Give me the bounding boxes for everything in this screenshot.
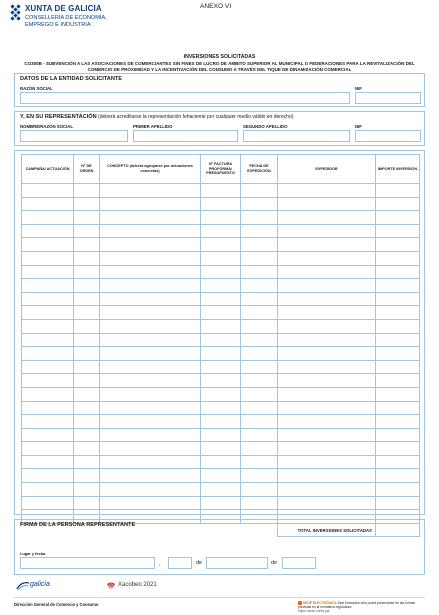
- col-numero-orden-cell[interactable]: [74, 469, 100, 483]
- signature-section: [14, 519, 425, 575]
- footer-divider: [14, 597, 425, 598]
- xacobeo-logo: [106, 580, 186, 592]
- col-importe-cell[interactable]: [376, 496, 420, 510]
- col-numero-orden-cell[interactable]: [74, 319, 100, 333]
- col-expedidor-cell[interactable]: [278, 347, 376, 361]
- place-field[interactable]: [20, 557, 155, 569]
- col-importe-cell[interactable]: [376, 442, 420, 456]
- col-numero-orden-cell[interactable]: [74, 442, 100, 456]
- col-fecha-cell[interactable]: [241, 442, 278, 456]
- col-concepto-cell[interactable]: [100, 238, 201, 252]
- footer-organization: Dirección General de Comercio y Consumo: [14, 602, 99, 607]
- col-numero-orden-cell[interactable]: [74, 211, 100, 225]
- col-fecha-cell[interactable]: [241, 224, 278, 238]
- col-expedidor-cell[interactable]: [278, 265, 376, 279]
- col-factura-cell[interactable]: [201, 333, 241, 347]
- col-concepto-cell[interactable]: [100, 496, 201, 510]
- table-row: [22, 319, 420, 333]
- col-campana-cell[interactable]: [22, 455, 74, 469]
- table-row: [22, 415, 420, 429]
- col-expedidor-cell[interactable]: [278, 279, 376, 293]
- col-numero-orden-cell[interactable]: [74, 238, 100, 252]
- col-expedidor-cell[interactable]: [278, 442, 376, 456]
- sede-url[interactable]: https://sede.xunta.gal: [298, 609, 330, 614]
- nombre-field[interactable]: [20, 130, 128, 142]
- table-row: [22, 251, 420, 265]
- col-factura-header: Nº FACTURA PROFORMA/ PRESUPUESTO: [201, 155, 241, 184]
- table-row: [22, 184, 420, 198]
- day-field[interactable]: [168, 557, 192, 569]
- col-factura-cell[interactable]: [201, 415, 241, 429]
- sede-label: SEDE ELECTRÓNICA: [302, 601, 337, 605]
- table-row: [22, 265, 420, 279]
- col-expedidor-cell[interactable]: [278, 455, 376, 469]
- col-expedidor-cell[interactable]: [278, 415, 376, 429]
- table-row: [22, 442, 420, 456]
- col-fecha-cell[interactable]: [241, 319, 278, 333]
- col-numero-orden-cell[interactable]: [74, 292, 100, 306]
- col-expedidor-cell[interactable]: [278, 292, 376, 306]
- col-fecha-cell[interactable]: [241, 306, 278, 320]
- col-importe-cell[interactable]: [376, 279, 420, 293]
- col-expedidor-cell[interactable]: [278, 360, 376, 374]
- col-factura-cell[interactable]: [201, 496, 241, 510]
- logo-title: XUNTA DE GALICIA: [25, 4, 102, 13]
- representative-section: [14, 111, 425, 146]
- col-concepto-cell[interactable]: [100, 224, 201, 238]
- xacobeo-wordmark: Xacobeo 2021: [118, 582, 157, 588]
- table-row: [22, 469, 420, 483]
- col-factura-cell[interactable]: [201, 374, 241, 388]
- col-campana-cell[interactable]: [22, 347, 74, 361]
- footer-sede: [298, 601, 428, 613]
- col-factura-cell[interactable]: [201, 428, 241, 442]
- comma-text: ,: [159, 561, 161, 567]
- col-fecha-cell[interactable]: [241, 428, 278, 442]
- col-campana-cell[interactable]: [22, 319, 74, 333]
- col-importe-cell[interactable]: [376, 455, 420, 469]
- razon-social-field[interactable]: [20, 92, 350, 104]
- col-fecha-cell[interactable]: [241, 483, 278, 497]
- col-importe-cell[interactable]: [376, 469, 420, 483]
- col-concepto-cell[interactable]: [100, 211, 201, 225]
- representative-section-heading: [20, 114, 293, 120]
- col-importe-cell[interactable]: [376, 360, 420, 374]
- col-fecha-cell[interactable]: [241, 238, 278, 252]
- col-numero-orden-cell[interactable]: [74, 184, 100, 198]
- col-importe-cell[interactable]: [376, 387, 420, 401]
- signature-section-title: FIRMA DE LA PERSONA REPRESENTANTE: [20, 522, 136, 528]
- col-factura-cell[interactable]: [201, 387, 241, 401]
- col-expedidor-cell[interactable]: [278, 197, 376, 211]
- col-factura-cell[interactable]: [201, 469, 241, 483]
- col-campana-cell[interactable]: [22, 197, 74, 211]
- col-fecha-cell[interactable]: [241, 415, 278, 429]
- table-row: [22, 496, 420, 510]
- col-concepto-cell[interactable]: [100, 374, 201, 388]
- col-fecha-cell[interactable]: [241, 279, 278, 293]
- col-fecha-cell[interactable]: [241, 251, 278, 265]
- table-row: [22, 428, 420, 442]
- col-numero-orden-cell[interactable]: [74, 347, 100, 361]
- col-concepto-cell[interactable]: [100, 469, 201, 483]
- col-concepto-cell[interactable]: [100, 401, 201, 415]
- col-campana-cell[interactable]: [22, 469, 74, 483]
- col-fecha-cell[interactable]: [241, 197, 278, 211]
- col-concepto-cell[interactable]: [100, 360, 201, 374]
- logo-subtitle-line-2: EMPREGO E INDUSTRIA: [25, 22, 91, 28]
- logo-subtitle: [25, 15, 155, 29]
- nif-label: NIF: [355, 86, 362, 91]
- rep-nif-field[interactable]: [355, 130, 421, 142]
- col-factura-cell[interactable]: [201, 483, 241, 497]
- table-header-row: [22, 155, 420, 184]
- col-expedidor-cell[interactable]: [278, 401, 376, 415]
- year-field[interactable]: [282, 557, 316, 569]
- col-concepto-cell[interactable]: [100, 347, 201, 361]
- logo-subtitle-line-1: CONSELLERÍA DE ECONOMÍA,: [25, 15, 107, 21]
- sede-text: Este formulario sólo podrá presentarse en las formas previstas en la normativa reguladora: [298, 601, 416, 610]
- table-row: [22, 211, 420, 225]
- col-campana-cell[interactable]: [22, 211, 74, 225]
- col-campana-cell[interactable]: [22, 387, 74, 401]
- col-concepto-cell[interactable]: [100, 387, 201, 401]
- place-date-label: Lugar y fecha: [20, 551, 46, 556]
- col-concepto-cell[interactable]: [100, 251, 201, 265]
- col-factura-cell[interactable]: [201, 211, 241, 225]
- col-concepto-cell[interactable]: [100, 428, 201, 442]
- galicia-wordmark: galicia: [30, 581, 50, 588]
- col-campana-header: CAMPAÑA/ ACTUACIÓN: [22, 155, 74, 184]
- table-row: [22, 387, 420, 401]
- col-concepto-cell[interactable]: [100, 197, 201, 211]
- table-row: [22, 347, 420, 361]
- col-expedidor-cell[interactable]: [278, 306, 376, 320]
- col-importe-cell[interactable]: [376, 319, 420, 333]
- col-factura-cell[interactable]: [201, 306, 241, 320]
- col-concepto-cell[interactable]: [100, 319, 201, 333]
- de-text-1: de: [196, 560, 203, 566]
- table-row: [22, 333, 420, 347]
- col-numero-orden-cell[interactable]: [74, 306, 100, 320]
- nif-field[interactable]: [355, 92, 421, 104]
- col-importe-cell[interactable]: [376, 483, 420, 497]
- col-importe-cell[interactable]: [376, 401, 420, 415]
- col-factura-cell[interactable]: [201, 319, 241, 333]
- col-numero-orden-cell[interactable]: [74, 251, 100, 265]
- col-factura-cell[interactable]: [201, 251, 241, 265]
- table-row: [22, 292, 420, 306]
- col-fecha-cell[interactable]: [241, 374, 278, 388]
- xunta-logo: [10, 4, 150, 44]
- col-importe-cell[interactable]: [376, 347, 420, 361]
- col-importe-cell[interactable]: [376, 197, 420, 211]
- col-fecha-cell[interactable]: [241, 387, 278, 401]
- de-text-2: de: [271, 560, 278, 566]
- col-fecha-cell[interactable]: [241, 292, 278, 306]
- col-importe-cell[interactable]: [376, 184, 420, 198]
- col-concepto-cell[interactable]: [100, 333, 201, 347]
- col-concepto-cell[interactable]: [100, 306, 201, 320]
- representative-section-title: Y, EN SU REPRESENTACIÓN: [20, 114, 97, 120]
- col-fecha-cell[interactable]: [241, 455, 278, 469]
- col-expedidor-cell[interactable]: [278, 251, 376, 265]
- col-campana-cell[interactable]: [22, 224, 74, 238]
- col-concepto-cell[interactable]: [100, 442, 201, 456]
- col-importe-cell[interactable]: [376, 251, 420, 265]
- month-field[interactable]: [206, 557, 268, 569]
- col-expedidor-cell[interactable]: [278, 211, 376, 225]
- col-campana-cell[interactable]: [22, 496, 74, 510]
- col-factura-cell[interactable]: [201, 292, 241, 306]
- razon-social-label: RAZÓN SOCIAL: [20, 86, 53, 91]
- col-factura-cell[interactable]: [201, 224, 241, 238]
- col-importe-cell[interactable]: [376, 306, 420, 320]
- col-numero-orden-cell[interactable]: [74, 415, 100, 429]
- col-concepto-cell[interactable]: [100, 415, 201, 429]
- col-campana-cell[interactable]: [22, 333, 74, 347]
- col-campana-cell[interactable]: [22, 279, 74, 293]
- table-row: [22, 483, 420, 497]
- col-fecha-cell[interactable]: [241, 469, 278, 483]
- col-concepto-cell[interactable]: [100, 184, 201, 198]
- segundo-apellido-field[interactable]: [243, 130, 350, 142]
- col-campana-cell[interactable]: [22, 415, 74, 429]
- galicia-swoosh-icon: [16, 581, 30, 591]
- annex-label: ANEXO VI: [200, 3, 232, 10]
- col-factura-cell[interactable]: [201, 347, 241, 361]
- entity-section: [14, 73, 425, 107]
- segundo-apellido-label: SEGUNDO APELLIDO: [243, 124, 288, 129]
- col-concepto-cell[interactable]: [100, 279, 201, 293]
- col-campana-cell[interactable]: [22, 184, 74, 198]
- col-expedidor-cell[interactable]: [278, 428, 376, 442]
- investments-table: [21, 154, 420, 537]
- col-expedidor-cell[interactable]: [278, 319, 376, 333]
- col-importe-cell[interactable]: [376, 224, 420, 238]
- col-fecha-cell[interactable]: [241, 184, 278, 198]
- col-numero-orden-cell[interactable]: [74, 279, 100, 293]
- col-campana-cell[interactable]: [22, 360, 74, 374]
- col-expedidor-cell[interactable]: [278, 184, 376, 198]
- col-numero-orden-cell[interactable]: [74, 360, 100, 374]
- col-factura-cell[interactable]: [201, 238, 241, 252]
- col-concepto-cell[interactable]: [100, 292, 201, 306]
- col-importe-cell[interactable]: [376, 333, 420, 347]
- col-campana-cell[interactable]: [22, 292, 74, 306]
- col-campana-cell[interactable]: [22, 428, 74, 442]
- col-concepto-cell[interactable]: [100, 483, 201, 497]
- col-expedidor-cell[interactable]: [278, 224, 376, 238]
- col-expedidor-cell[interactable]: [278, 483, 376, 497]
- col-fecha-cell[interactable]: [241, 360, 278, 374]
- nombre-label: NOMBRE/RAZÓN SOCIAL: [20, 124, 73, 129]
- table-row: [22, 374, 420, 388]
- col-importe-header: IMPORTE INVERSIÓN: [376, 155, 420, 184]
- col-factura-cell[interactable]: [201, 442, 241, 456]
- col-campana-cell[interactable]: [22, 442, 74, 456]
- col-concepto-cell[interactable]: [100, 265, 201, 279]
- col-factura-cell[interactable]: [201, 401, 241, 415]
- col-numero-orden-cell[interactable]: [74, 197, 100, 211]
- entity-section-title: DATOS DE LA ENTIDAD SOLICITANTE: [20, 76, 123, 82]
- col-importe-cell[interactable]: [376, 211, 420, 225]
- col-concepto-cell[interactable]: [100, 455, 201, 469]
- col-numero-orden-header: Nº DE ORDEN: [74, 155, 100, 184]
- col-factura-cell[interactable]: [201, 197, 241, 211]
- document-title: INVERSIONES SOLICITADAS: [183, 54, 256, 60]
- xunta-shield-icon: [10, 4, 22, 22]
- col-importe-cell[interactable]: [376, 428, 420, 442]
- col-numero-orden-cell[interactable]: [74, 224, 100, 238]
- col-numero-orden-cell[interactable]: [74, 496, 100, 510]
- col-numero-orden-cell[interactable]: [74, 387, 100, 401]
- col-factura-cell[interactable]: [201, 360, 241, 374]
- col-fecha-cell[interactable]: [241, 347, 278, 361]
- document-description: CO300B - SUBVENCIÓN A LAS ASOCIACIONES DE COMERCIANTES SIN FINES DE LUCRO DE ÁMBITO SUPERIOR AL MUNICIPAL O FEDERACIONES PARA LA REVITALIZACIÓN DEL COMERCIO DE PROXIMIDAD Y LA INCENTIVACIÓN DEL CONSUMO A TRAVÉS DEL TIQUE DE DINAMIZACIÓN COMERCIAL: [24, 61, 415, 72]
- col-factura-cell[interactable]: [201, 279, 241, 293]
- col-expedidor-header: EXPEDIDOR: [278, 155, 376, 184]
- col-importe-cell[interactable]: [376, 238, 420, 252]
- col-numero-orden-cell[interactable]: [74, 333, 100, 347]
- table-row: [22, 197, 420, 211]
- table-row: [22, 224, 420, 238]
- col-expedidor-cell[interactable]: [278, 333, 376, 347]
- col-numero-orden-cell[interactable]: [74, 428, 100, 442]
- col-numero-orden-cell[interactable]: [74, 483, 100, 497]
- col-numero-orden-cell[interactable]: [74, 374, 100, 388]
- col-numero-orden-cell[interactable]: [74, 455, 100, 469]
- primer-apellido-label: PRIMER APELLIDO: [133, 124, 173, 129]
- col-factura-cell[interactable]: [201, 265, 241, 279]
- col-factura-cell[interactable]: [201, 455, 241, 469]
- xacobeo-shell-icon: [106, 581, 116, 591]
- table-row: [22, 360, 420, 374]
- col-importe-cell[interactable]: [376, 265, 420, 279]
- col-fecha-cell[interactable]: [241, 333, 278, 347]
- col-expedidor-cell[interactable]: [278, 469, 376, 483]
- galicia-logo: [16, 580, 66, 592]
- rep-nif-label: NIF: [355, 124, 362, 129]
- col-importe-cell[interactable]: [376, 374, 420, 388]
- col-expedidor-cell[interactable]: [278, 238, 376, 252]
- col-expedidor-cell[interactable]: [278, 374, 376, 388]
- col-campana-cell[interactable]: [22, 265, 74, 279]
- col-numero-orden-cell[interactable]: [74, 265, 100, 279]
- col-importe-cell[interactable]: [376, 415, 420, 429]
- col-campana-cell[interactable]: [22, 238, 74, 252]
- col-fecha-cell[interactable]: [241, 401, 278, 415]
- col-campana-cell[interactable]: [22, 401, 74, 415]
- table-row: [22, 455, 420, 469]
- table-row: [22, 306, 420, 320]
- col-numero-orden-cell[interactable]: [74, 401, 100, 415]
- table-row: [22, 238, 420, 252]
- col-concepto-header: CONCEPTO (deberá agruparse por actuaciones concretas): [100, 155, 201, 184]
- col-expedidor-cell[interactable]: [278, 496, 376, 510]
- col-fecha-cell[interactable]: [241, 496, 278, 510]
- col-fecha-cell[interactable]: [241, 265, 278, 279]
- col-expedidor-cell[interactable]: [278, 387, 376, 401]
- col-campana-cell[interactable]: [22, 483, 74, 497]
- col-fecha-cell[interactable]: [241, 211, 278, 225]
- col-campana-cell[interactable]: [22, 306, 74, 320]
- representative-section-note: (deberá acreditarse la representación fehaciente por cualquier medio válido en derecho): [96, 114, 294, 120]
- col-factura-cell[interactable]: [201, 184, 241, 198]
- total-label: TOTAL INVERSIONES SOLICITADAS: [278, 523, 376, 537]
- table-row: [22, 401, 420, 415]
- col-campana-cell[interactable]: [22, 251, 74, 265]
- col-importe-cell[interactable]: [376, 292, 420, 306]
- primer-apellido-field[interactable]: [133, 130, 238, 142]
- table-row: [22, 279, 420, 293]
- col-campana-cell[interactable]: [22, 374, 74, 388]
- col-fecha-header: FECHA DE EXPEDICIÓN: [241, 155, 278, 184]
